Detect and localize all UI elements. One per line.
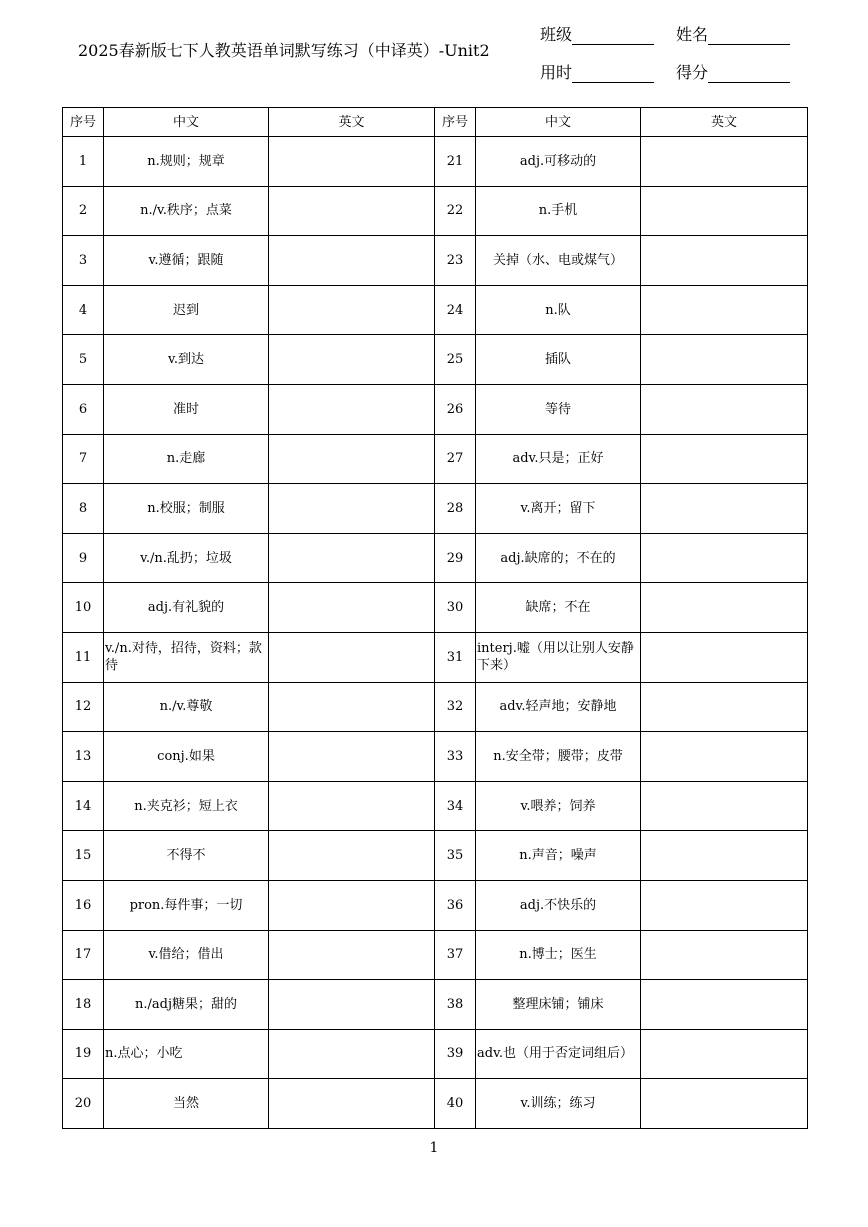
number-cell: 29 bbox=[435, 533, 476, 583]
english-answer-cell[interactable] bbox=[641, 335, 808, 385]
english-answer-cell[interactable] bbox=[269, 583, 435, 633]
english-answer-cell[interactable] bbox=[269, 236, 435, 286]
number-cell: 36 bbox=[435, 880, 476, 930]
english-answer-cell[interactable] bbox=[269, 434, 435, 484]
english-answer-cell[interactable] bbox=[641, 137, 808, 187]
number-cell: 34 bbox=[435, 781, 476, 831]
english-answer-cell[interactable] bbox=[641, 484, 808, 534]
english-answer-cell[interactable] bbox=[269, 632, 435, 682]
english-answer-cell[interactable] bbox=[269, 930, 435, 980]
header-chinese-right: 中文 bbox=[476, 108, 641, 137]
table-row bbox=[63, 831, 808, 881]
english-answer-cell[interactable] bbox=[269, 682, 435, 732]
table-row bbox=[63, 632, 808, 682]
chinese-cell: 整理床铺；铺床 bbox=[476, 980, 641, 1030]
chinese-cell: adj.缺席的；不在的 bbox=[476, 533, 641, 583]
number-cell: 30 bbox=[435, 583, 476, 633]
chinese-cell: v.喂养；饲养 bbox=[476, 781, 641, 831]
chinese-cell: v./n.乱扔；垃圾 bbox=[104, 533, 269, 583]
chinese-cell: v.到达 bbox=[104, 335, 269, 385]
table-row bbox=[63, 1079, 808, 1129]
header-chinese-left: 中文 bbox=[104, 108, 269, 137]
number-cell: 4 bbox=[63, 285, 104, 335]
chinese-cell: v.离开；留下 bbox=[476, 484, 641, 534]
chinese-cell: n./adj糖果；甜的 bbox=[104, 980, 269, 1030]
vocabulary-table bbox=[62, 107, 808, 1129]
time-label: 用时 bbox=[540, 63, 573, 82]
table-row bbox=[63, 236, 808, 286]
number-cell: 14 bbox=[63, 781, 104, 831]
table-row bbox=[63, 930, 808, 980]
number-cell: 25 bbox=[435, 335, 476, 385]
table-row bbox=[63, 682, 808, 732]
number-cell: 24 bbox=[435, 285, 476, 335]
number-cell: 9 bbox=[63, 533, 104, 583]
class-blank-line[interactable] bbox=[572, 28, 654, 45]
english-answer-cell[interactable] bbox=[269, 732, 435, 782]
table-row bbox=[63, 533, 808, 583]
number-cell: 7 bbox=[63, 434, 104, 484]
number-cell: 28 bbox=[435, 484, 476, 534]
number-cell: 27 bbox=[435, 434, 476, 484]
table-row bbox=[63, 434, 808, 484]
number-cell: 11 bbox=[63, 632, 104, 682]
table-row bbox=[63, 583, 808, 633]
number-cell: 37 bbox=[435, 930, 476, 980]
chinese-cell: interj.嘘（用以让别人安静下来） bbox=[476, 632, 641, 682]
chinese-cell: n.校服；制服 bbox=[104, 484, 269, 534]
chinese-cell: adj.有礼貌的 bbox=[104, 583, 269, 633]
chinese-cell: n.手机 bbox=[476, 186, 641, 236]
chinese-cell: 当然 bbox=[104, 1079, 269, 1129]
english-answer-cell[interactable] bbox=[269, 831, 435, 881]
english-answer-cell[interactable] bbox=[641, 632, 808, 682]
english-answer-cell[interactable] bbox=[269, 980, 435, 1030]
english-answer-cell[interactable] bbox=[269, 484, 435, 534]
chinese-cell: adv.也（用于否定词组后） bbox=[476, 1029, 641, 1079]
english-answer-cell[interactable] bbox=[269, 384, 435, 434]
time-field[interactable] bbox=[540, 60, 654, 83]
english-answer-cell[interactable] bbox=[269, 285, 435, 335]
chinese-cell: 等待 bbox=[476, 384, 641, 434]
number-cell: 8 bbox=[63, 484, 104, 534]
score-blank-line[interactable] bbox=[708, 66, 790, 83]
number-cell: 18 bbox=[63, 980, 104, 1030]
chinese-cell: 不得不 bbox=[104, 831, 269, 881]
number-cell: 39 bbox=[435, 1029, 476, 1079]
english-answer-cell[interactable] bbox=[641, 1029, 808, 1079]
chinese-cell: n./v.尊敬 bbox=[104, 682, 269, 732]
english-answer-cell[interactable] bbox=[641, 236, 808, 286]
number-cell: 6 bbox=[63, 384, 104, 434]
english-answer-cell[interactable] bbox=[269, 781, 435, 831]
english-answer-cell[interactable] bbox=[641, 186, 808, 236]
name-blank-line[interactable] bbox=[708, 28, 790, 45]
name-label: 姓名 bbox=[676, 25, 709, 44]
chinese-cell: pron.每件事；一切 bbox=[104, 880, 269, 930]
number-cell: 31 bbox=[435, 632, 476, 682]
chinese-cell: v.遵循；跟随 bbox=[104, 236, 269, 286]
number-cell: 12 bbox=[63, 682, 104, 732]
table-row bbox=[63, 1029, 808, 1079]
table-row bbox=[63, 285, 808, 335]
table-body bbox=[63, 137, 808, 1129]
table-row bbox=[63, 186, 808, 236]
english-answer-cell[interactable] bbox=[641, 434, 808, 484]
english-answer-cell[interactable] bbox=[641, 384, 808, 434]
english-answer-cell[interactable] bbox=[641, 732, 808, 782]
english-answer-cell[interactable] bbox=[641, 285, 808, 335]
chinese-cell: v.借给；借出 bbox=[104, 930, 269, 980]
number-cell: 3 bbox=[63, 236, 104, 286]
chinese-cell: 迟到 bbox=[104, 285, 269, 335]
chinese-cell: n.博士；医生 bbox=[476, 930, 641, 980]
english-answer-cell[interactable] bbox=[641, 930, 808, 980]
number-cell: 35 bbox=[435, 831, 476, 881]
chinese-cell: n.走廊 bbox=[104, 434, 269, 484]
name-field[interactable] bbox=[676, 22, 790, 45]
table-row bbox=[63, 781, 808, 831]
number-cell: 15 bbox=[63, 831, 104, 881]
chinese-cell: v./n.对待，招待，资料；款待 bbox=[104, 632, 269, 682]
number-cell: 19 bbox=[63, 1029, 104, 1079]
number-cell: 26 bbox=[435, 384, 476, 434]
number-cell: 13 bbox=[63, 732, 104, 782]
number-cell: 2 bbox=[63, 186, 104, 236]
english-answer-cell[interactable] bbox=[269, 533, 435, 583]
number-cell: 22 bbox=[435, 186, 476, 236]
chinese-cell: adv.只是；正好 bbox=[476, 434, 641, 484]
number-cell: 21 bbox=[435, 137, 476, 187]
english-answer-cell[interactable] bbox=[641, 533, 808, 583]
english-answer-cell[interactable] bbox=[641, 583, 808, 633]
chinese-cell: adj.可移动的 bbox=[476, 137, 641, 187]
score-field[interactable] bbox=[676, 60, 790, 83]
page-number: 1 bbox=[429, 1140, 439, 1156]
chinese-cell: adj.不快乐的 bbox=[476, 880, 641, 930]
chinese-cell: 关掉（水、电或煤气） bbox=[476, 236, 641, 286]
table-row bbox=[63, 880, 808, 930]
chinese-cell: conj.如果 bbox=[104, 732, 269, 782]
english-answer-cell[interactable] bbox=[269, 1029, 435, 1079]
chinese-cell: v.训练；练习 bbox=[476, 1079, 641, 1129]
chinese-cell: n./v.秩序；点菜 bbox=[104, 186, 269, 236]
chinese-cell: n.规则；规章 bbox=[104, 137, 269, 187]
header-number-left: 序号 bbox=[63, 108, 104, 137]
table-row bbox=[63, 335, 808, 385]
english-answer-cell[interactable] bbox=[269, 335, 435, 385]
english-answer-cell[interactable] bbox=[269, 137, 435, 187]
number-cell: 38 bbox=[435, 980, 476, 1030]
table-header-row bbox=[63, 108, 808, 137]
number-cell: 32 bbox=[435, 682, 476, 732]
number-cell: 23 bbox=[435, 236, 476, 286]
page-title: 2025春新版七下人教英语单词默写练习（中译英）-Unit2 bbox=[78, 41, 490, 60]
table-row bbox=[63, 137, 808, 187]
chinese-cell: n.点心；小吃 bbox=[104, 1029, 269, 1079]
english-answer-cell[interactable] bbox=[641, 831, 808, 881]
chinese-cell: 缺席；不在 bbox=[476, 583, 641, 633]
chinese-cell: n.声音；噪声 bbox=[476, 831, 641, 881]
table-row bbox=[63, 484, 808, 534]
english-answer-cell[interactable] bbox=[641, 980, 808, 1030]
english-answer-cell[interactable] bbox=[269, 880, 435, 930]
english-answer-cell[interactable] bbox=[269, 186, 435, 236]
english-answer-cell[interactable] bbox=[269, 1079, 435, 1129]
header-number-right: 序号 bbox=[435, 108, 476, 137]
table-row bbox=[63, 980, 808, 1030]
score-label: 得分 bbox=[676, 63, 709, 82]
class-label: 班级 bbox=[540, 25, 573, 44]
number-cell: 10 bbox=[63, 583, 104, 633]
number-cell: 20 bbox=[63, 1079, 104, 1129]
chinese-cell: 准时 bbox=[104, 384, 269, 434]
time-blank-line[interactable] bbox=[572, 66, 654, 83]
class-field[interactable] bbox=[540, 22, 654, 45]
english-answer-cell[interactable] bbox=[641, 682, 808, 732]
number-cell: 33 bbox=[435, 732, 476, 782]
number-cell: 16 bbox=[63, 880, 104, 930]
english-answer-cell[interactable] bbox=[641, 1079, 808, 1129]
header-english-right: 英文 bbox=[641, 108, 808, 137]
english-answer-cell[interactable] bbox=[641, 880, 808, 930]
number-cell: 1 bbox=[63, 137, 104, 187]
chinese-cell: adv.轻声地；安静地 bbox=[476, 682, 641, 732]
table-row bbox=[63, 384, 808, 434]
english-answer-cell[interactable] bbox=[641, 781, 808, 831]
header-english-left: 英文 bbox=[269, 108, 435, 137]
chinese-cell: n.夹克衫；短上衣 bbox=[104, 781, 269, 831]
chinese-cell: n.队 bbox=[476, 285, 641, 335]
chinese-cell: 插队 bbox=[476, 335, 641, 385]
number-cell: 17 bbox=[63, 930, 104, 980]
table-row bbox=[63, 732, 808, 782]
number-cell: 5 bbox=[63, 335, 104, 385]
number-cell: 40 bbox=[435, 1079, 476, 1129]
chinese-cell: n.安全带；腰带；皮带 bbox=[476, 732, 641, 782]
